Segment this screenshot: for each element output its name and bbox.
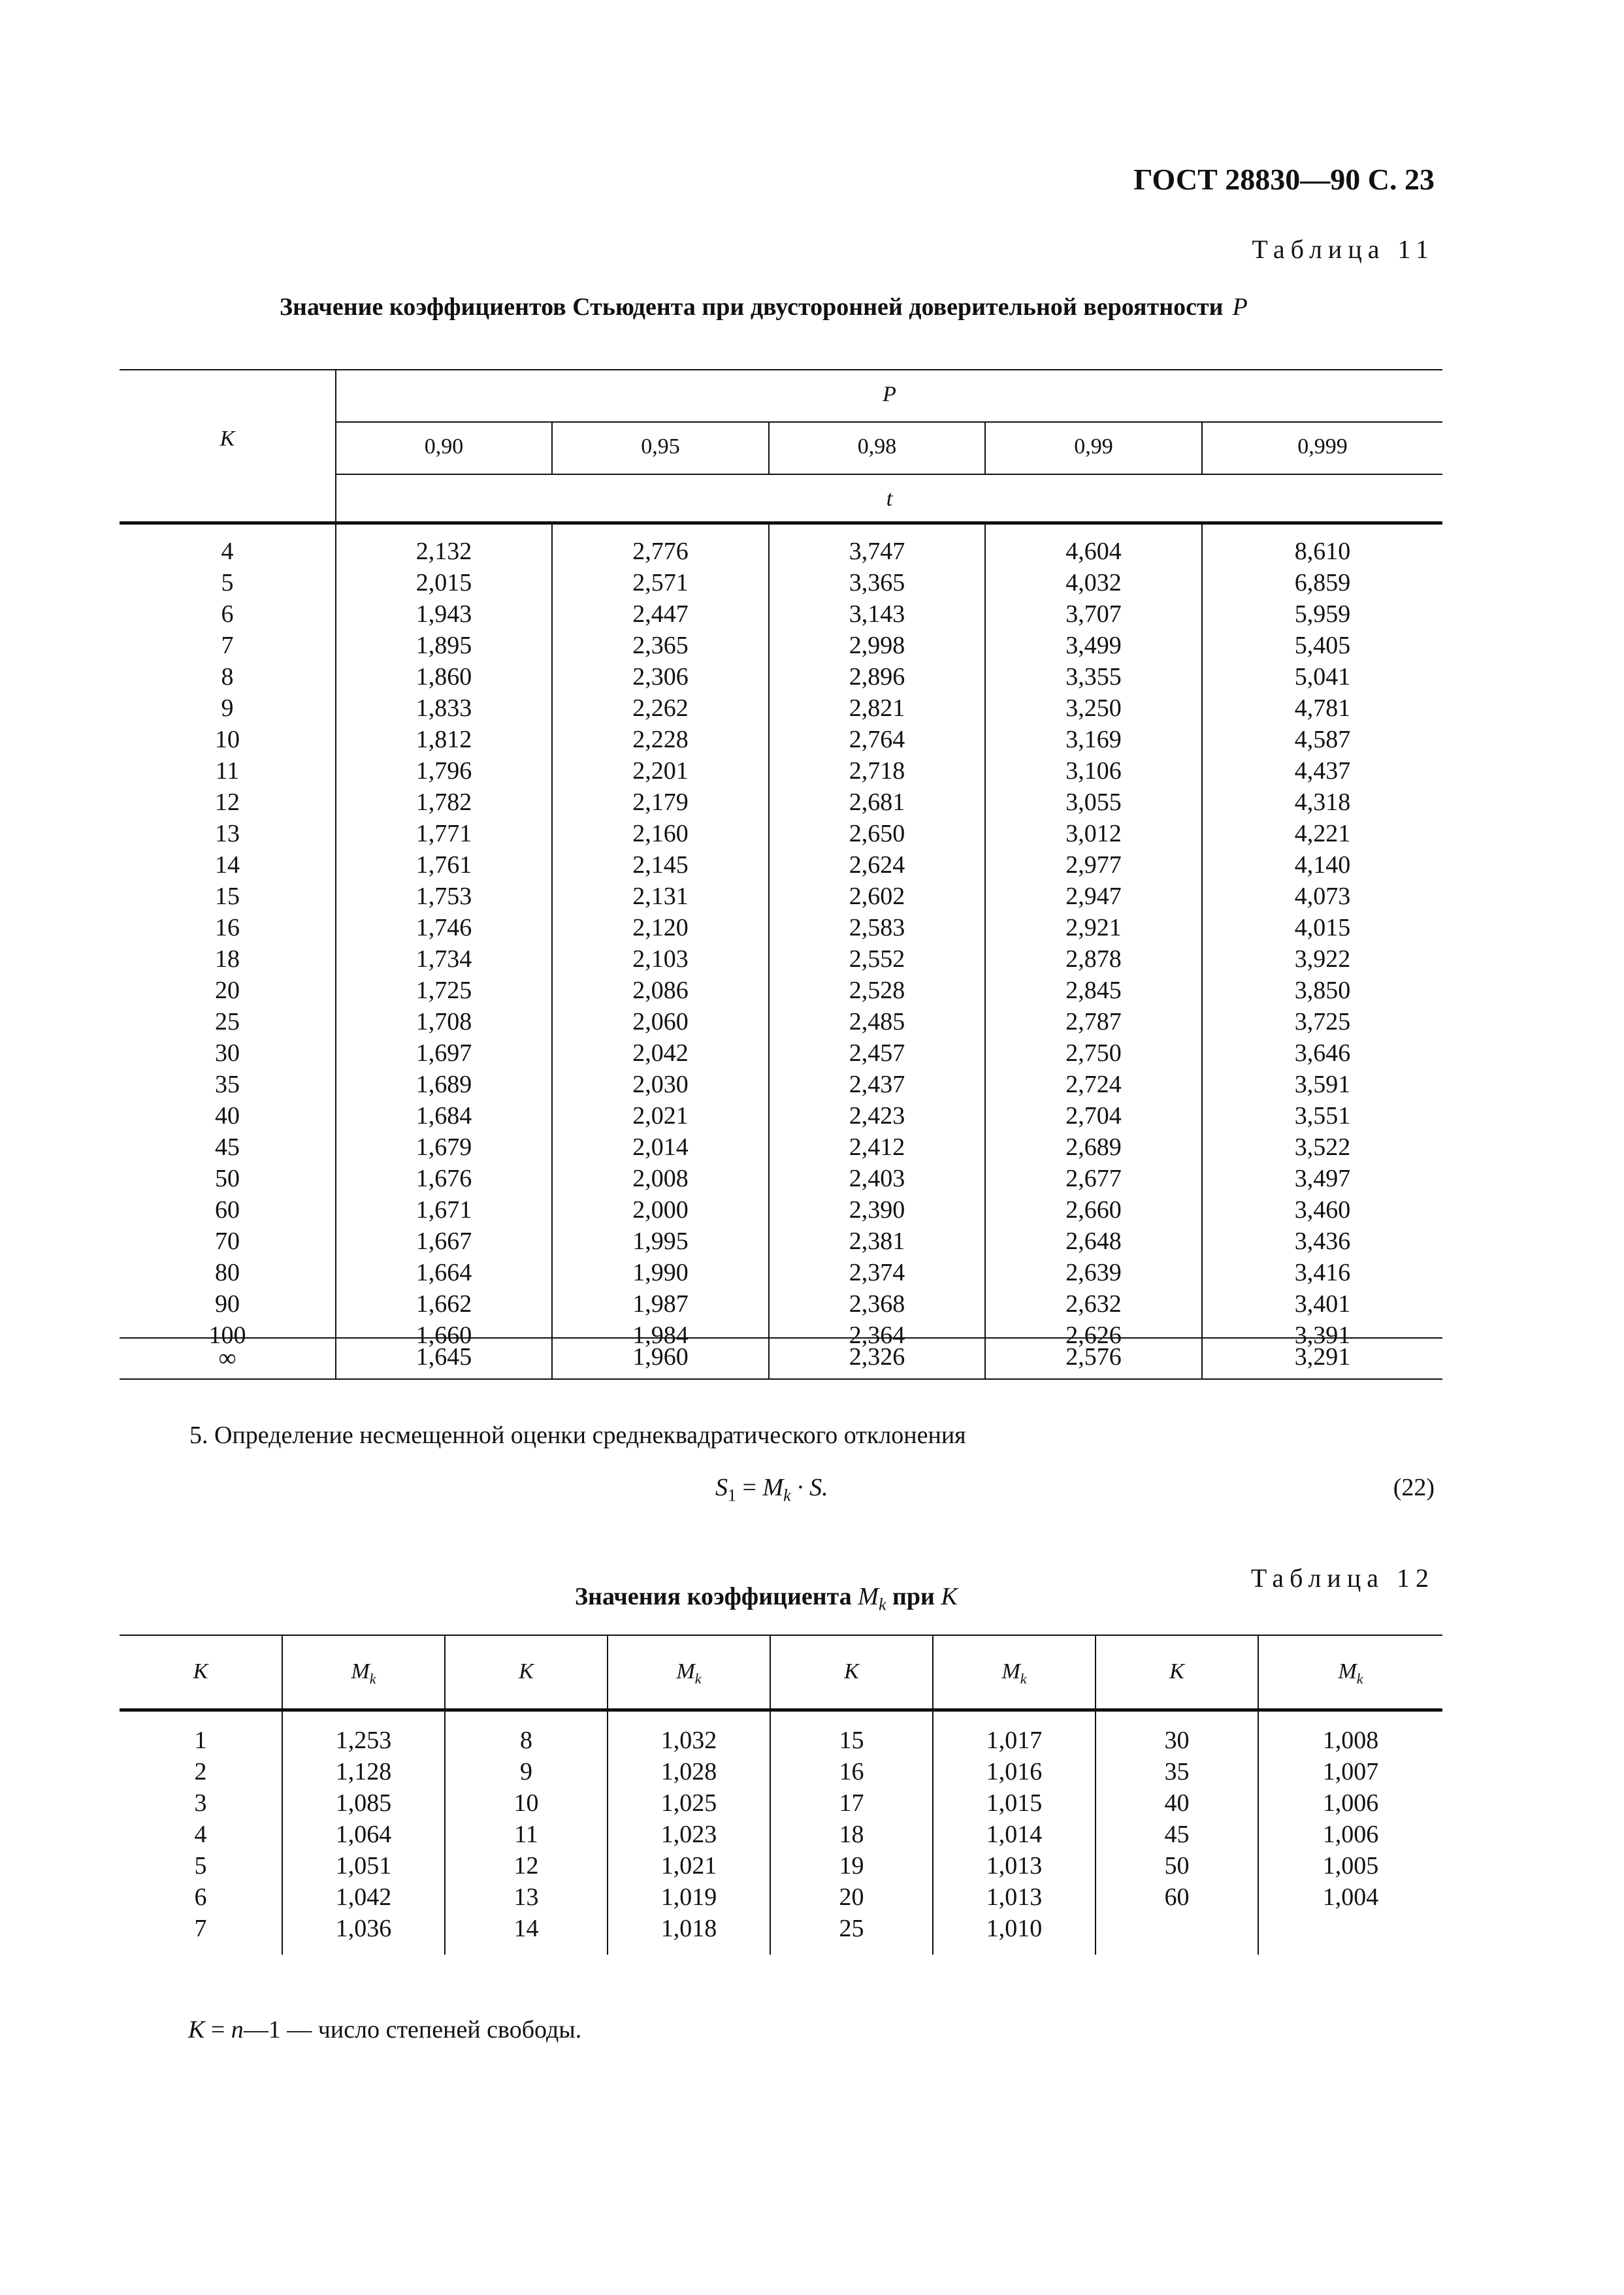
note-n: n — [231, 2016, 244, 2043]
table-cell: 6 — [221, 600, 234, 628]
rule — [336, 474, 1442, 475]
table-cell: 2,008 — [632, 1165, 689, 1192]
table-cell: 3,646 — [1294, 1039, 1351, 1067]
formula-22 — [715, 1473, 828, 1506]
table-cell: 2,262 — [632, 694, 689, 722]
table-cell: 40 — [1164, 1789, 1190, 1817]
table-cell: 1,006 — [1322, 1821, 1379, 1848]
formula-m: M — [762, 1474, 784, 1501]
table-cell: 3,460 — [1294, 1196, 1351, 1224]
table-cell: 2,583 — [849, 914, 905, 941]
mk-column — [934, 1725, 1095, 1944]
table-cell: 1,725 — [415, 977, 472, 1004]
table-cell: 2,660 — [1065, 1196, 1122, 1224]
formula-m-sub: k — [783, 1486, 791, 1505]
mk-header-sub: k — [1356, 1670, 1363, 1687]
table-cell: 2,845 — [1065, 977, 1122, 1004]
table-cell: 15 — [215, 883, 240, 910]
table-cell: 1,128 — [335, 1758, 392, 1785]
mk-header — [1259, 1659, 1442, 1687]
table-cell: 4,015 — [1294, 914, 1351, 941]
formula-s-sub: 1 — [728, 1486, 736, 1505]
table-cell: 25 — [839, 1915, 864, 1942]
table-cell: 2,878 — [1065, 945, 1122, 973]
table-cell: 1,021 — [660, 1852, 717, 1880]
table-cell: 5 — [221, 569, 234, 596]
mk-column — [608, 1725, 770, 1944]
k-column — [771, 1725, 932, 1944]
table-cell: 3,499 — [1065, 632, 1122, 659]
table-cell: 1,008 — [1322, 1727, 1379, 1754]
table-cell: 4,318 — [1294, 789, 1351, 816]
table-cell: 2,648 — [1065, 1228, 1122, 1255]
table-cell: 2,145 — [632, 851, 689, 879]
table-cell: 2,632 — [1065, 1290, 1122, 1318]
table-cell: 8 — [221, 663, 234, 691]
table-cell: 1,018 — [660, 1915, 717, 1942]
table-cell: 1,664 — [415, 1259, 472, 1286]
table-cell: 2,677 — [1065, 1165, 1122, 1192]
table-cell: 18 — [215, 945, 240, 973]
table-cell: 3,169 — [1065, 726, 1122, 753]
k-header: K — [219, 427, 235, 451]
table-cell: 3,497 — [1294, 1165, 1351, 1192]
table-cell: 1,007 — [1322, 1758, 1379, 1785]
table-cell: 1,990 — [632, 1259, 689, 1286]
table-cell: 3,747 — [849, 538, 905, 565]
table-cell: 4 — [194, 1821, 207, 1848]
table-cell: 2,528 — [849, 977, 905, 1004]
table-cell: 2,014 — [632, 1133, 689, 1161]
table-cell: 2,650 — [849, 820, 905, 847]
mk-header-sub: k — [369, 1670, 376, 1687]
mk-column — [283, 1725, 444, 1944]
table-cell: 1,771 — [415, 820, 472, 847]
table-cell: 13 — [513, 1883, 539, 1911]
table-cell: 1,833 — [415, 694, 472, 722]
infinity-value: 2,576 — [1065, 1343, 1122, 1371]
table-cell: 3,012 — [1065, 820, 1122, 847]
k-header: K — [193, 1659, 208, 1684]
table-cell: 15 — [839, 1727, 864, 1754]
table-cell: 4,587 — [1294, 726, 1351, 753]
table-cell: 1,671 — [415, 1196, 472, 1224]
table-cell: 2,689 — [1065, 1133, 1122, 1161]
table-cell: 1,746 — [415, 914, 472, 941]
mk-header — [608, 1659, 770, 1687]
t-column-099 — [986, 536, 1201, 1351]
table-cell: 90 — [215, 1290, 240, 1318]
table-cell: 1,085 — [335, 1789, 392, 1817]
table-cell: 1,015 — [986, 1789, 1043, 1817]
table-cell: 2,015 — [415, 569, 472, 596]
table-cell: 17 — [839, 1789, 864, 1817]
table-cell: 1,051 — [335, 1852, 392, 1880]
table-cell: 20 — [839, 1883, 864, 1911]
table-cell: 19 — [839, 1852, 864, 1880]
k-column — [120, 536, 335, 1351]
table-12-caption-text: Значения коэффициента — [575, 1583, 852, 1610]
table-cell: 3,522 — [1294, 1133, 1351, 1161]
p-value-header: 0,99 — [1074, 434, 1113, 459]
table-cell: 8 — [520, 1727, 532, 1754]
table-cell: 1,987 — [632, 1290, 689, 1318]
table-11-label: Таблица 11 — [1252, 235, 1435, 264]
table-cell: 16 — [215, 914, 240, 941]
table-cell: 1 — [194, 1727, 207, 1754]
table-cell: 1,812 — [415, 726, 472, 753]
table-cell: 16 — [839, 1758, 864, 1785]
infinity-value: 1,960 — [632, 1343, 689, 1371]
mk-header-m: M — [1001, 1659, 1020, 1684]
table-cell: 1,753 — [415, 883, 472, 910]
p-value-header: 0,95 — [641, 434, 680, 459]
table-cell: 2,947 — [1065, 883, 1122, 910]
k-header: K — [844, 1659, 859, 1684]
mk-header — [934, 1659, 1095, 1687]
table-12-caption-mid: при — [886, 1583, 941, 1610]
table-cell: 40 — [215, 1102, 240, 1130]
table-cell: 2,000 — [632, 1196, 689, 1224]
table-cell: 1,005 — [1322, 1852, 1379, 1880]
table-cell: 1,019 — [660, 1883, 717, 1911]
table-cell: 7 — [194, 1915, 207, 1942]
table-cell: 1,761 — [415, 851, 472, 879]
table-cell: 1,796 — [415, 757, 472, 785]
t-column-095 — [553, 536, 768, 1351]
rule — [120, 1635, 1442, 1636]
table-cell: 2,132 — [415, 538, 472, 565]
mk-header-sub: k — [1020, 1670, 1027, 1687]
table-cell: 25 — [215, 1008, 240, 1035]
rule — [120, 521, 1442, 525]
table-cell: 2,639 — [1065, 1259, 1122, 1286]
table-cell: 1,253 — [335, 1727, 392, 1754]
t-column-0999 — [1203, 536, 1442, 1351]
table-cell: 2,921 — [1065, 914, 1122, 941]
table-cell: 5,041 — [1294, 663, 1351, 691]
table-cell: 4,437 — [1294, 757, 1351, 785]
table-cell: 2,718 — [849, 757, 905, 785]
table-cell: 1,025 — [660, 1789, 717, 1817]
table-cell: 3,416 — [1294, 1259, 1351, 1286]
section-5-text: 5. Определение несмещенной оценки среднеквадратического отклонения — [189, 1422, 966, 1449]
table-cell: 3,355 — [1065, 663, 1122, 691]
note-k: K — [188, 2016, 205, 2043]
table-cell: 3,250 — [1065, 694, 1122, 722]
mk-coefficient-table — [120, 1635, 1442, 1955]
table-cell: 60 — [1164, 1883, 1190, 1911]
table-cell: 50 — [1164, 1852, 1190, 1880]
table-cell: 1,006 — [1322, 1789, 1379, 1817]
table-cell: 2,437 — [849, 1071, 905, 1098]
table-cell: 1,662 — [415, 1290, 472, 1318]
table-cell: 10 — [513, 1789, 539, 1817]
table-cell: 12 — [513, 1852, 539, 1880]
table-cell: 6,859 — [1294, 569, 1351, 596]
table-cell: 1,017 — [986, 1727, 1043, 1754]
table-11-caption-var: P — [1232, 293, 1248, 321]
table-cell: 4,032 — [1065, 569, 1122, 596]
table-cell: 13 — [215, 820, 240, 847]
table-cell: 45 — [1164, 1821, 1190, 1848]
table-cell: 2,750 — [1065, 1039, 1122, 1067]
table-cell: 2,030 — [632, 1071, 689, 1098]
table-cell: 1,013 — [986, 1883, 1043, 1911]
table-cell: 4,604 — [1065, 538, 1122, 565]
table-cell: 2,764 — [849, 726, 905, 753]
table-cell: 3,055 — [1065, 789, 1122, 816]
table-cell: 5,405 — [1294, 632, 1351, 659]
p-value-header: 0,999 — [1297, 434, 1348, 459]
rule — [120, 369, 1442, 370]
table-cell: 60 — [215, 1196, 240, 1224]
table-cell: 2,821 — [849, 694, 905, 722]
table-cell: 1,995 — [632, 1228, 689, 1255]
k-column — [1096, 1725, 1258, 1913]
formula-eq: = — [736, 1474, 763, 1501]
table-cell: 11 — [215, 757, 240, 785]
mk-header-m: M — [351, 1659, 370, 1684]
table-cell: 3,551 — [1294, 1102, 1351, 1130]
table-cell: 4,221 — [1294, 820, 1351, 847]
table-cell: 3,401 — [1294, 1290, 1351, 1318]
table-cell: 1,667 — [415, 1228, 472, 1255]
table-cell: 18 — [839, 1821, 864, 1848]
table-cell: 3,143 — [849, 600, 905, 628]
formula-s: S — [715, 1474, 728, 1501]
table-cell: 2,374 — [849, 1259, 905, 1286]
table-cell: 1,016 — [986, 1758, 1043, 1785]
table-11-caption — [280, 293, 1248, 321]
table-cell: 1,984 — [632, 1322, 689, 1349]
table-cell: 2,179 — [632, 789, 689, 816]
mk-header — [283, 1659, 444, 1687]
equation-number: (22) — [1393, 1474, 1435, 1501]
table-cell: 2,120 — [632, 914, 689, 941]
table-cell: 3,725 — [1294, 1008, 1351, 1035]
table-cell: 2,086 — [632, 977, 689, 1004]
table-cell: 4,781 — [1294, 694, 1351, 722]
mk-header-m: M — [1338, 1659, 1357, 1684]
infinity-k: ∞ — [218, 1344, 236, 1372]
mk-header-sub: k — [694, 1670, 702, 1687]
note-rest: —1 — число степеней свободы. — [243, 2016, 582, 2043]
p-value-header: 0,90 — [424, 434, 464, 459]
table-cell: 2,787 — [1065, 1008, 1122, 1035]
table-cell: 2,447 — [632, 600, 689, 628]
table-cell: 1,943 — [415, 600, 472, 628]
table-cell: 3,850 — [1294, 977, 1351, 1004]
table-cell: 1,734 — [415, 945, 472, 973]
table-cell: 2,457 — [849, 1039, 905, 1067]
table-cell: 1,014 — [986, 1821, 1043, 1848]
footnote — [188, 2015, 581, 2044]
infinity-value: 2,326 — [849, 1343, 905, 1371]
table-cell: 9 — [221, 694, 234, 722]
table-cell: 3,106 — [1065, 757, 1122, 785]
table-cell: 1,023 — [660, 1821, 717, 1848]
t-header: t — [886, 487, 893, 511]
table-cell: 1,679 — [415, 1133, 472, 1161]
table-cell: 9 — [520, 1758, 532, 1785]
rule — [120, 1378, 1442, 1380]
table-cell: 2,228 — [632, 726, 689, 753]
table-cell: 1,010 — [986, 1915, 1043, 1942]
table-12-caption — [575, 1582, 958, 1615]
table-cell: 2,390 — [849, 1196, 905, 1224]
table-cell: 2,201 — [632, 757, 689, 785]
table-cell: 50 — [215, 1165, 240, 1192]
k-column — [120, 1725, 282, 1944]
table-12-caption-k: K — [941, 1583, 958, 1610]
table-cell: 10 — [215, 726, 240, 753]
table-cell: 3,707 — [1065, 600, 1122, 628]
k-header: K — [519, 1659, 534, 1684]
table-11-caption-text: Значение коэффициентов Стьюдента при двусторонней доверительной вероятности — [280, 293, 1224, 321]
table-cell: 1,684 — [415, 1102, 472, 1130]
table-cell: 2,552 — [849, 945, 905, 973]
table-cell: 2,042 — [632, 1039, 689, 1067]
table-cell: 2,485 — [849, 1008, 905, 1035]
table-cell: 1,895 — [415, 632, 472, 659]
table-cell: 1,042 — [335, 1883, 392, 1911]
table-cell: 2,977 — [1065, 851, 1122, 879]
table-cell: 2,776 — [632, 538, 689, 565]
table-cell: 2,423 — [849, 1102, 905, 1130]
table-cell: 5,959 — [1294, 600, 1351, 628]
table-cell: 2,626 — [1065, 1322, 1122, 1349]
table-cell: 80 — [215, 1259, 240, 1286]
table-cell: 4,140 — [1294, 851, 1351, 879]
table-cell: 2,412 — [849, 1133, 905, 1161]
mk-column — [1259, 1725, 1442, 1913]
table-cell: 2,624 — [849, 851, 905, 879]
table-cell: 2,306 — [632, 663, 689, 691]
table-cell: 2,704 — [1065, 1102, 1122, 1130]
mk-header-m: M — [676, 1659, 695, 1684]
table-cell: 1,697 — [415, 1039, 472, 1067]
table-cell: 30 — [1164, 1727, 1190, 1754]
infinity-value: 1,645 — [415, 1343, 472, 1371]
formula-rest: · S. — [790, 1474, 828, 1501]
t-column-090 — [336, 536, 551, 1351]
table-cell: 100 — [208, 1322, 246, 1349]
table-cell: 1,708 — [415, 1008, 472, 1035]
table-cell: 3,391 — [1294, 1322, 1351, 1349]
table-cell: 1,860 — [415, 663, 472, 691]
note-eq: = — [204, 2016, 231, 2043]
table-cell: 35 — [215, 1071, 240, 1098]
table-cell: 1,028 — [660, 1758, 717, 1785]
t-column-098 — [770, 536, 984, 1351]
table-cell: 3,365 — [849, 569, 905, 596]
table-cell: 2,724 — [1065, 1071, 1122, 1098]
table-cell: 4 — [221, 538, 234, 565]
table-cell: 1,660 — [415, 1322, 472, 1349]
table-cell: 2,021 — [632, 1102, 689, 1130]
table-cell: 2,403 — [849, 1165, 905, 1192]
infinity-value: 3,291 — [1294, 1343, 1351, 1371]
table-12-caption-m-sub: k — [878, 1595, 886, 1614]
table-cell: 12 — [215, 789, 240, 816]
table-cell: 2,160 — [632, 820, 689, 847]
table-cell: 2,103 — [632, 945, 689, 973]
table-cell: 8,610 — [1294, 538, 1351, 565]
table-cell: 2,571 — [632, 569, 689, 596]
table-cell: 45 — [215, 1133, 240, 1161]
table-cell: 30 — [215, 1039, 240, 1067]
k-header: K — [1169, 1659, 1184, 1684]
table-cell: 11 — [514, 1821, 538, 1848]
table-cell: 2,368 — [849, 1290, 905, 1318]
table-cell: 2,896 — [849, 663, 905, 691]
table-cell: 1,689 — [415, 1071, 472, 1098]
table-cell: 2,060 — [632, 1008, 689, 1035]
table-cell: 14 — [215, 851, 240, 879]
table-cell: 20 — [215, 977, 240, 1004]
k-column — [446, 1725, 607, 1944]
table-12-caption-m: M — [858, 1583, 879, 1610]
table-cell: 2,681 — [849, 789, 905, 816]
table-cell: 6 — [194, 1883, 207, 1911]
table-cell: 1,004 — [1322, 1883, 1379, 1911]
table-cell: 2,364 — [849, 1322, 905, 1349]
table-cell: 14 — [513, 1915, 539, 1942]
page-header: ГОСТ 28830—90 С. 23 — [1133, 163, 1435, 196]
table-cell: 1,032 — [660, 1727, 717, 1754]
table-cell: 2,602 — [849, 883, 905, 910]
table-cell: 7 — [221, 632, 234, 659]
table-cell: 2 — [194, 1758, 207, 1785]
table-cell: 1,676 — [415, 1165, 472, 1192]
table-12-label: Таблица 12 — [1250, 1563, 1435, 1593]
rule — [120, 1708, 1442, 1712]
table-cell: 70 — [215, 1228, 240, 1255]
table-cell: 3,591 — [1294, 1071, 1351, 1098]
table-cell: 1,036 — [335, 1915, 392, 1942]
table-cell: 1,013 — [986, 1852, 1043, 1880]
table-cell: 4,073 — [1294, 883, 1351, 910]
table-cell: 2,998 — [849, 632, 905, 659]
table-cell: 5 — [194, 1852, 207, 1880]
p-value-header: 0,98 — [857, 434, 897, 459]
rule — [336, 421, 1442, 423]
table-cell: 1,782 — [415, 789, 472, 816]
table-cell: 1,064 — [335, 1821, 392, 1848]
table-cell: 3,436 — [1294, 1228, 1351, 1255]
table-cell: 35 — [1164, 1758, 1190, 1785]
table-cell: 2,131 — [632, 883, 689, 910]
table-cell: 2,381 — [849, 1228, 905, 1255]
table-cell: 3,922 — [1294, 945, 1351, 973]
students-coefficient-table — [120, 369, 1442, 1388]
table-cell: 3 — [194, 1789, 207, 1817]
table-cell: 2,365 — [632, 632, 689, 659]
p-header: P — [883, 382, 896, 406]
